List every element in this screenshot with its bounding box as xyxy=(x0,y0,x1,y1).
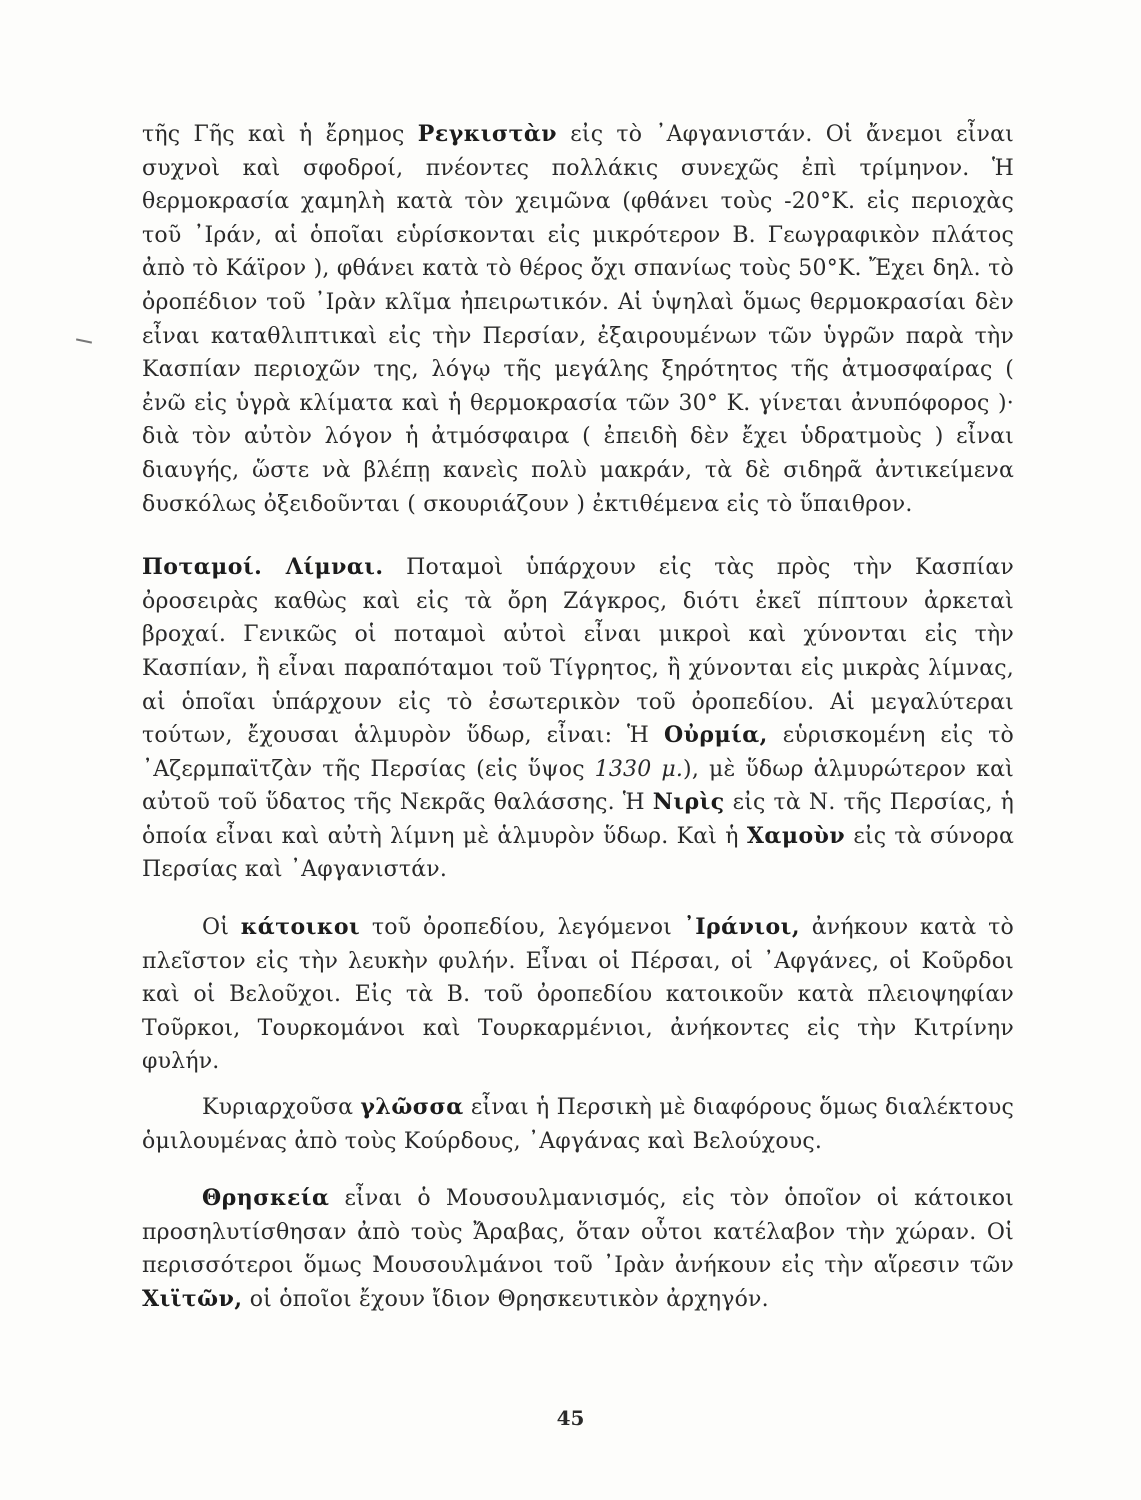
text-run: οἱ ὁποῖοι ἔχουν ἴδιον Θρησκευτικὸν ἀρχηγόν. xyxy=(242,1287,769,1312)
paragraph-religion xyxy=(142,1182,1014,1316)
paragraph-rivers-lakes xyxy=(142,551,1014,887)
bold-term-language: γλῶσσα xyxy=(360,1094,464,1121)
bold-term-inhabitants: κάτοικοι xyxy=(240,914,361,941)
text-run: εἶναι ἡ Περσικὴ μὲ διαφόρους ὅμως διαλέκτους ὁμιλουμένας ἀπὸ τοὺς Κούρδους, ᾿Αφγάνας καὶ Βελούχους. xyxy=(142,1095,1014,1154)
paragraph-climate xyxy=(142,118,1014,521)
text-run: εἰς τὸ ᾿Αφγανιστάν. Οἱ ἄνεμοι εἶναι συχνοὶ καὶ σφοδροί, πνέοντες πολλάκις συνεχῶς ἐπὶ τρίμηνον. Ἡ θερμοκρασία χαμηλὴ κατὰ τὸν χειμῶνα (φθάνει τοὺς -20°Κ. εἰς περιοχὰς τοῦ ᾿Ιράν, αἱ ὁποῖαι εὑρίσκονται εἰς μικρότερον Β. Γεωγραφικὸν πλάτος ἀπὸ τὸ Κάϊρον ), φθάνει κατὰ τὸ θέρος ὄχι σπανίως τοὺς 50°Κ. Ἔχει δηλ. τὸ ὀροπέδιον τοῦ ᾿Ιρὰν κλῖμα ἠπειρωτικόν. Αἱ ὑψηλαὶ ὅμως θερμοκρασίαι δὲν εἶναι καταθλιπτικαὶ εἰς τὴν Περσίαν, ἐξαιρουμένων τῶν ὑγρῶν παρὰ τὴν Κασπίαν περιοχῶν της, λόγῳ τῆς μεγάλης ξηρότητος τῆς ἀτμοσφαίρας ( ἐνῶ εἰς ὑγρὰ κλίματα καὶ ἡ θερμοκρασία τῶν 30° Κ. γίνεται ἀνυπόφορος )· διὰ τὸν αὐτὸν λόγον ἡ ἀτμόσφαιρα ( ἐπειδὴ δὲν ἔχει ὑδρατμοὺς ) εἶναι διαυγής, ὥστε νὰ βλέπῃ κανεὶς πολὺ μακράν, τὰ δὲ σιδηρᾶ ἀντικείμενα δυσκόλως ὀξειδοῦνται ( σκουριάζουν ) ἐκτιθέμενα εἰς τὸ ὕπαιθρον. xyxy=(142,122,1015,517)
text-run: εὑρισκομένη εἰς τὸ ᾿Αζερμπαϊτζὰν τῆς Περσίας (εἰς ὕψος xyxy=(142,723,1014,782)
text-run: τῆς Γῆς καὶ ἡ ἔρημος xyxy=(142,122,418,147)
text-run: τοῦ ὀροπεδίου, λεγόμενοι xyxy=(360,915,684,941)
text-run: ἀνήκουν κατὰ τὸ πλεῖστον εἰς τὴν λευκὴν φυλήν. Εἶναι οἱ Πέρσαι, οἱ ᾿Αφγάνες, οἱ Κοῦρδοι καὶ οἱ Βελοῦχοι. Εἰς τὰ Β. τοῦ ὀροπεδίου κατοικοῦν κατὰ πλειοψηφίαν Τοῦρκοι, Τουρκομάνοι καὶ Τουρκαρμένιοι, ἀνήκοντες εἰς τὴν Κιτρίνην φυλήν. xyxy=(142,915,1014,1075)
italic-altitude: 1330 μ. xyxy=(594,756,684,782)
bold-term-shiites: Χιϊτῶν, xyxy=(142,1286,243,1312)
paragraph-language xyxy=(142,1091,1014,1158)
text-run: Ποταμοὶ ὑπάρχουν εἰς τὰς πρὸς τὴν Κασπίαν ὀροσειρὰς καθὼς καὶ εἰς τὰ ὄρη Ζάγκρος, διότι ἐκεῖ πίπτουν ἀρκεταὶ βροχαί. Γενικῶς οἱ ποταμοὶ αὐτοὶ εἶναι μικροὶ καὶ χύνονται εἰς τὴν Κασπίαν, ἢ εἶναι παραπόταμοι τοῦ Τίγρητος, ἢ χύνονται εἰς μικρὰς λίμνας, αἱ ὁποῖαι ὑπάρχουν εἰς τὸ ἐσωτερικὸν τοῦ ὀροπεδίου. Αἱ μεγαλύτεραι τούτων, ἔχουσαι ἁλμυρὸν ὕδωρ, εἶναι: Ἡ xyxy=(142,555,1014,749)
bold-term-religion: Θρησκεία xyxy=(202,1185,330,1212)
bold-term-ourmia: Οὐρμία, xyxy=(663,722,768,749)
page-number: 45 xyxy=(556,1406,585,1430)
text-run: Οἱ xyxy=(202,915,241,941)
margin-pencil-mark xyxy=(76,338,92,343)
text-run: εἰς τὰ σύνορα Περσίας καὶ ᾿Αφγανιστάν. xyxy=(142,823,1015,883)
bold-term-niris: Νιρὶς xyxy=(652,789,725,816)
text-run: Κυριαρχοῦσα xyxy=(202,1095,361,1121)
text-run: εἰς τὰ Ν. τῆς Περσίας, ἡ ὁποία εἶναι καὶ αὐτὴ λίμνη μὲ ἁλμυρὸν ὕδωρ. Καὶ ἡ xyxy=(142,790,1014,849)
page-body xyxy=(142,118,1014,1317)
text-run: ), μὲ ὕδωρ ἁλμυρώτερον καὶ αὐτοῦ τοῦ ὕδατος τῆς Νεκρᾶς θαλάσσης. Ἡ xyxy=(142,756,1014,816)
bold-term-iranians: ᾿Ιράνιοι, xyxy=(683,914,800,941)
bold-term-hamoun: Χαμοὺν xyxy=(746,822,846,849)
text-run: εἶναι ὁ Μουσουλμανισμός, εἰς τὸν ὁποῖον οἱ κάτοικοι προσηλυτίσθησαν ἀπὸ τοὺς Ἄραβας, ὅταν οὗτοι κατέλαβον τὴν χώραν. Οἱ περισσότεροι ὅμως Μουσουλμάνοι τοῦ ᾿Ιρὰν ἀνήκουν εἰς τὴν αἵρεσιν τῶν xyxy=(142,1186,1014,1279)
paragraph-inhabitants xyxy=(142,911,1014,1079)
section-heading-rivers-lakes: Ποταμοί. Λίμναι. xyxy=(142,554,384,581)
bold-term-regkistan: Ρεγκιστὰν xyxy=(417,121,558,147)
